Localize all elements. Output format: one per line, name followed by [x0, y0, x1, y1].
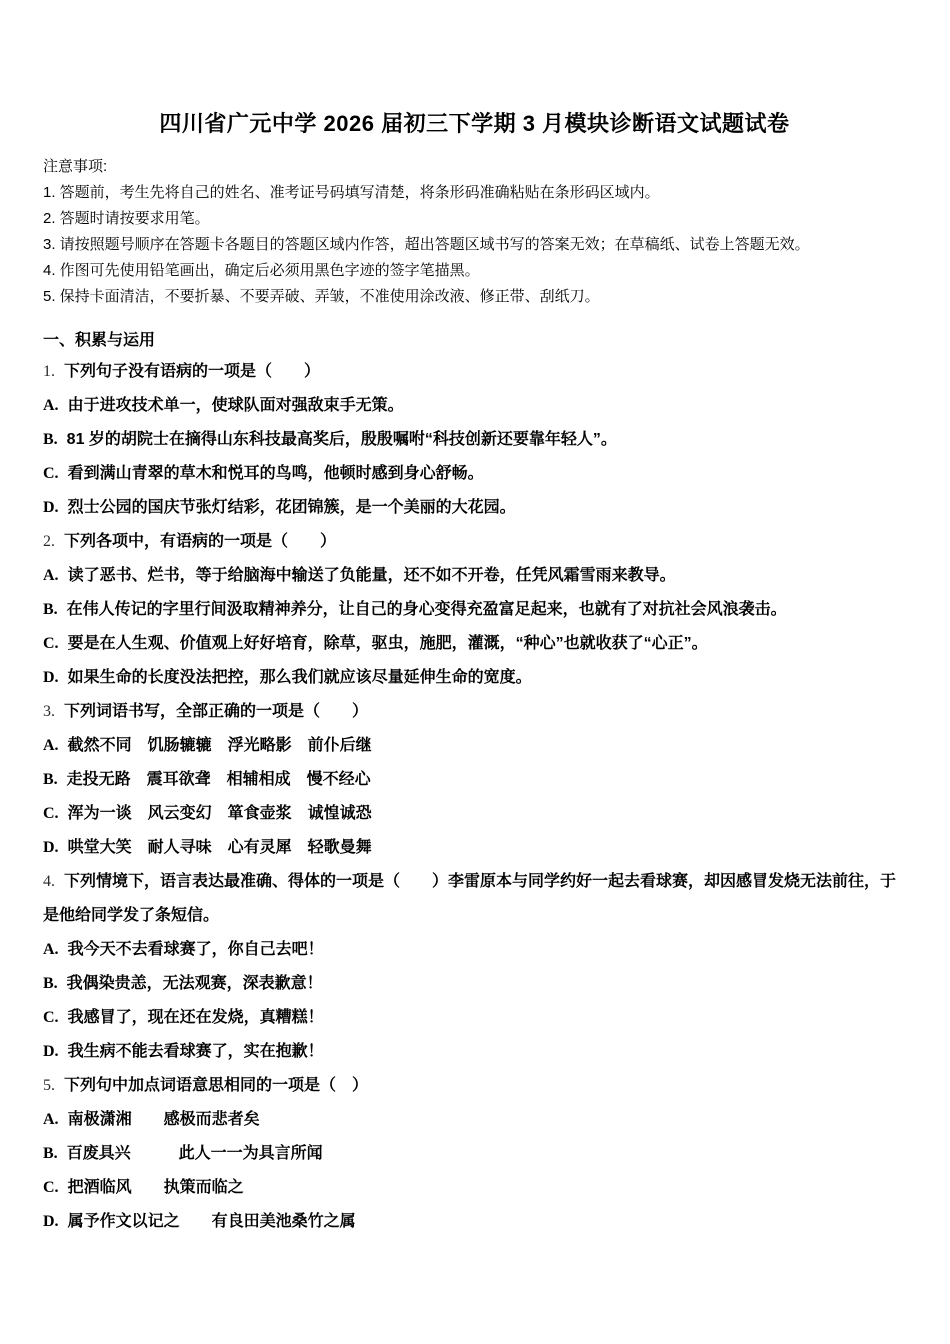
- question-4-option-c: C. 我感冒了，现在还在发烧，真糟糕！: [43, 1009, 324, 1026]
- question-2-option-d: D. 如果生命的长度没法把控，那么我们就应该尽量延伸生命的宽度。: [43, 669, 532, 686]
- notice-item-1: 1. 答题前，考生先将自己的姓名、准考证号码填写清楚，将条形码准确粘贴在条形码区域内。: [43, 184, 660, 201]
- question-3-option-d: D. 哄堂大笑 耐人寻味 心有灵犀 轻歌曼舞: [43, 839, 372, 856]
- question-3-option-a: A. 截然不同 饥肠辘辘 浮光略影 前仆后继: [43, 737, 372, 754]
- question-2-number: 2.: [43, 533, 55, 550]
- question-5-option-d: D. 属予作文以记之 有良田美池桑竹之属: [43, 1213, 356, 1230]
- question-2-stem: 2. 下列各项中，有语病的一项是（ ）: [43, 533, 337, 550]
- notice-heading: 注意事项:: [43, 158, 108, 175]
- notice-section: [43, 154, 906, 310]
- question-4: [43, 865, 906, 1069]
- question-3-option-c: C. 浑为一谈 风云变幻 箪食壶浆 诚惶诚恐: [43, 805, 372, 822]
- question-5-option-b: B. 百废具兴 此人一一为具言所闻: [43, 1145, 323, 1162]
- question-1: [43, 355, 906, 525]
- question-2-option-c: C. 要是在人生观、价值观上好好培育，除草，驱虫，施肥，灌溉，“种心”也就收获了“心正”。: [43, 635, 708, 652]
- question-4-stem: 4. 下列情境下，语言表达最准确、得体的一项是（ ）李雷原本与同学约好一起去看球赛，却因感冒发烧无法前往，于是他给同学发了条短信。: [43, 873, 897, 924]
- question-4-option-d: D. 我生病不能去看球赛了，实在抱歉！: [43, 1043, 324, 1060]
- question-5: [43, 1069, 906, 1239]
- question-1-option-c: C. 看到满山青翠的草木和悦耳的鸟鸣，他顿时感到身心舒畅。: [43, 465, 484, 482]
- notice-item-4: 4. 作图可先使用铅笔画出，确定后必须用黑色字迹的签字笔描黑。: [43, 262, 480, 279]
- question-3-stem: 3. 下列词语书写，全部正确的一项是（ ）: [43, 703, 369, 720]
- notice-item-5: 5. 保持卡面清洁，不要折暴、不要弄破、弄皱，不准使用涂改液、修正带、刮纸刀。: [43, 288, 600, 305]
- question-3: [43, 695, 906, 865]
- notice-item-3: 3. 请按照题号顺序在答题卡各题目的答题区域内作答，超出答题区域书写的答案无效；在草稿纸、试卷上答题无效。: [43, 236, 810, 253]
- question-3-option-b: B. 走投无路 震耳欲聋 相辅相成 慢不经心: [43, 771, 371, 788]
- page-title: 四川省广元中学 2026 届初三下学期 3 月模块诊断语文试题试卷: [159, 111, 790, 136]
- question-1-option-d: D. 烈士公园的国庆节张灯结彩，花团锦簇，是一个美丽的大花园。: [43, 499, 516, 516]
- section-heading: 一、积累与运用: [43, 332, 156, 349]
- question-5-option-c: C. 把酒临风 执策而临之: [43, 1179, 244, 1196]
- question-5-number: 5.: [43, 1077, 55, 1094]
- question-5-option-a: A. 南极潇湘 感极而悲者矣: [43, 1111, 260, 1128]
- question-1-number: 1.: [43, 363, 55, 380]
- question-1-option-b: B. 81 岁的胡院士在摘得山东科技最高奖后，殷殷嘱咐“科技创新还要靠年轻人”。: [43, 431, 617, 448]
- question-2-option-a: A. 读了恶书、烂书，等于给脑海中输送了负能量，还不如不开卷，任凭风霜雪雨来教导。: [43, 567, 676, 584]
- question-4-option-b: B. 我偶染贵恙，无法观赛，深表歉意！: [43, 975, 323, 992]
- question-1-option-a: A. 由于进攻技术单一，使球队面对强敌束手无策。: [43, 397, 404, 414]
- question-2: [43, 525, 906, 695]
- question-1-stem: 1. 下列句子没有语病的一项是（ ）: [43, 363, 321, 380]
- question-4-number: 4.: [43, 873, 55, 890]
- question-5-stem: 5. 下列句中加点词语意思相同的一项是（ ）: [43, 1077, 369, 1094]
- question-2-option-b: B. 在伟人传记的字里行间汲取精神养分，让自己的身心变得充盈富足起来，也就有了对抗社会风浪袭击。: [43, 601, 787, 618]
- notice-item-2: 2. 答题时请按要求用笔。: [43, 210, 210, 227]
- question-4-option-a: A. 我今天不去看球赛了，你自己去吧！: [43, 941, 324, 958]
- question-3-number: 3.: [43, 703, 55, 720]
